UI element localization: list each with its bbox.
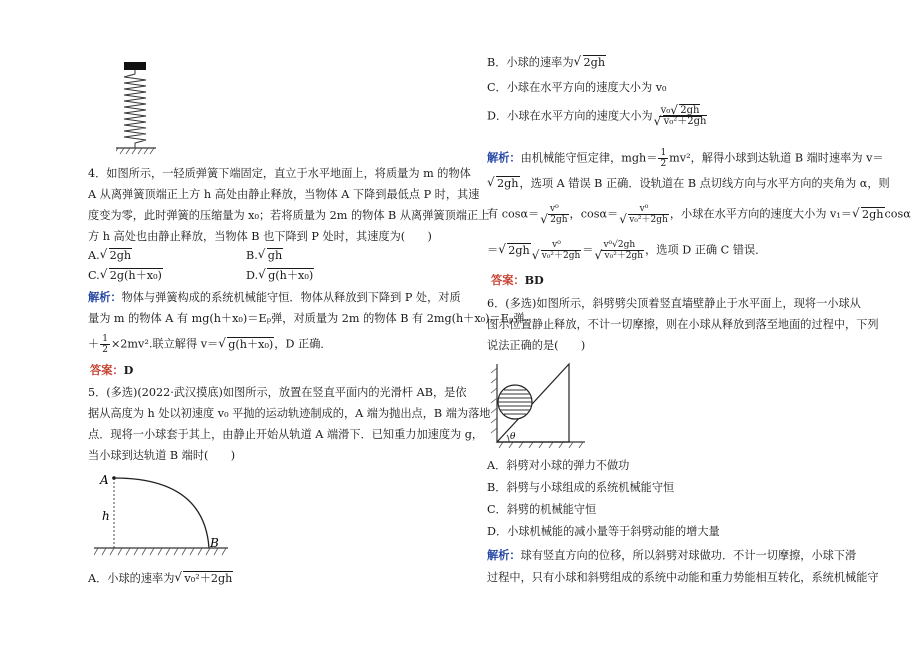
q4-analysis-3-rad: g(h＋x₀) — [228, 337, 274, 351]
q5-option-d-den-rad: v₀²＋2gh — [663, 116, 707, 127]
q5-analysis-4-eq: ＝ — [582, 243, 594, 257]
q5-analysis-1-pre: 由机械能守恒定律，mgh＝ — [520, 151, 658, 165]
q5-answer-value: BD — [524, 273, 544, 287]
q5-option-d-prefix: D．小球在水平方向的速度大小为 — [487, 109, 653, 123]
q5-analysis-label: 解析： — [487, 150, 521, 165]
q5-analysis-2-post: ，选项 A 错误 B 正确．设轨道在 B 点切线方向与水平方向的夹角为 α，则 — [519, 177, 890, 190]
q6-analysis-text-1: 球有竖直方向的位移，所以斜劈对球做功．不计一切摩擦，小球下滑 — [520, 549, 857, 562]
q4-answer — [90, 363, 133, 378]
q5-analysis-line-1 — [487, 148, 884, 169]
q5-analysis-1-den: 2 — [660, 159, 667, 169]
q6-line-1: 6．(多选)如图所示，斜劈劈尖顶着竖直墙壁静止于水平面上，现将一小球从 — [487, 297, 861, 310]
q5-analysis-line-2 — [487, 176, 890, 191]
q6-option-b: B．斜劈与小球组成的系统机械能守恒 — [487, 481, 675, 494]
q5-option-a-prefix: A．小球的速率为 — [88, 572, 175, 585]
q5-analysis-1-fraction — [658, 148, 668, 169]
parabola-ground-hatch — [94, 548, 226, 555]
q5-analysis-3-pre: 有 cosα＝ — [487, 207, 540, 221]
q4-line-2: A 从离弹簧顶端正上方 h 高处由静止释放，当物体 A 下降到最低点 P 时，其速 — [88, 188, 480, 201]
q5-answer — [491, 273, 544, 288]
point-b-label: B — [210, 536, 219, 550]
q5-analysis-4-frac-2 — [595, 240, 645, 261]
q5-analysis-4-pre: ＝ — [487, 243, 499, 257]
q5-analysis-3-end: cosα — [884, 207, 911, 221]
q5-analysis-1-num: 1 — [660, 148, 667, 158]
q4-half-den: 2 — [102, 345, 108, 355]
q4-analysis-line-2: 量为 m 的物体 A 有 mg(h＋x₀)＝Eₚ弹，对质量为 2m 的物体 B 有 2mg(h＋x₀)＝Eₚ弹 — [88, 312, 525, 325]
q6-option-a: A．斜劈对小球的弹力不做功 — [487, 459, 630, 472]
q5-analysis-4-rad: 2gh — [508, 243, 530, 257]
q4-option-a-rad: 2gh — [109, 249, 132, 262]
q5-analysis-3-f1-num: v⁰ — [550, 204, 559, 214]
spring-figure — [116, 60, 156, 160]
q4-line-1: 4．如图所示，一轻质弹簧下端固定，直立于水平地面上，将质量为 m 的物体 — [88, 167, 471, 180]
q5-option-c: C．小球在水平方向的速度大小为 v₀ — [487, 81, 667, 94]
q5-analysis-3-f1-den: 2gh — [550, 215, 568, 225]
q4-line-3: 度变为零，此时弹簧的压缩量为 x₀；若将质量为 2m 的物体 B 从离弹簧顶端正上 — [88, 209, 490, 222]
q4-option-a-prefix: A. — [88, 249, 100, 262]
q5-analysis-4-f1-den: v₀²＋2gh — [541, 251, 581, 261]
q5-analysis-3-f2-den: v₀²＋2gh — [629, 215, 668, 225]
q4-analysis-3-post: ，D 正确． — [274, 337, 332, 351]
spring-block — [124, 62, 146, 70]
q5-option-d-num-rad: 2gh — [680, 105, 700, 116]
q5-line-2: 据从高度为 h 处以初速度 v₀ 平抛的运动轨迹制成的，A 端为抛出点，B 端为落地 — [88, 407, 491, 420]
q5-option-d-num-pre: v₀ — [660, 105, 671, 116]
q4-option-d-rad: g(h＋x₀) — [268, 269, 314, 282]
angle-arc — [507, 435, 509, 442]
q4-option-c-rad: 2g(h＋x₀) — [109, 269, 162, 282]
q5-option-a-rad: v₀²＋2gh — [184, 572, 233, 585]
q4-analysis-text-1: 物体与弹簧构成的系统机械能守恒．物体从释放到下降到 P 处，对质 — [121, 291, 461, 304]
q5-option-d-fraction — [654, 106, 708, 127]
q4-option-d — [246, 268, 314, 283]
spring-ground-hatch — [116, 148, 154, 154]
spring-coil — [124, 70, 146, 148]
parabolic-rod — [114, 478, 209, 548]
q4-option-b — [246, 248, 283, 263]
floor-hatch — [499, 442, 583, 448]
q5-option-b-rad: 2gh — [583, 56, 606, 69]
q4-option-c-prefix: C. — [88, 269, 100, 282]
q4-option-b-prefix: B. — [246, 249, 258, 262]
ball-hatch — [498, 390, 532, 414]
q5-option-a — [88, 571, 233, 586]
q4-analysis-label: 解析： — [88, 290, 122, 304]
q4-answer-value: D — [123, 363, 134, 377]
q4-line-4: 方 h 高处也由静止释放，当物体 B 也下降到 P 处时，其速度为( ) — [88, 230, 432, 243]
q4-analysis-line-1 — [88, 290, 461, 305]
q6-line-2: 图示位置静止释放，不计一切摩擦，则在小球从释放到落至地面的过程中，下列 — [487, 318, 879, 331]
q5-option-b-prefix: B．小球的速率为 — [487, 56, 574, 69]
q5-line-3: 点．现将一小球套于其上，由静止开始从轨道 A 端滑下．已知重力加速度为 g， — [88, 428, 484, 441]
q4-option-c — [88, 268, 163, 283]
q5-option-b — [487, 55, 606, 70]
q4-half-fraction — [100, 334, 110, 355]
q6-option-c: C．斜劈的机械能守恒 — [487, 503, 597, 516]
q4-option-a — [88, 248, 132, 263]
q5-analysis-3-f2-num: v⁰ — [639, 204, 649, 214]
q5-analysis-line-4 — [487, 240, 766, 261]
q5-option-d — [487, 106, 708, 127]
q5-answer-label: 答案： — [491, 273, 525, 287]
q4-analysis-3-mid: ×2mv².联立解得 v＝ — [110, 337, 219, 351]
q5-analysis-line-3 — [487, 204, 911, 225]
q4-option-b-rad: gh — [267, 249, 283, 262]
q5-analysis-4-f2-num: v⁰√2gh — [603, 240, 636, 250]
height-h-label: h — [102, 509, 110, 523]
q4-option-d-prefix: D. — [246, 269, 259, 282]
q5-analysis-3-mid: ，cosα＝ — [569, 207, 619, 221]
q5-analysis-4-f2-den: v₀²＋2gh — [604, 251, 644, 261]
q5-analysis-1-post: mv²，解得小球到达轨道 B 端时速率为 v＝ — [669, 151, 884, 165]
q6-option-d: D．小球机械能的减小量等于斜劈动能的增大量 — [487, 525, 720, 538]
q5-analysis-3-frac-1 — [540, 204, 568, 225]
q5-analysis-3-frac-2 — [619, 204, 669, 225]
q4-analysis-line-3 — [88, 334, 332, 355]
parabola-figure — [94, 470, 234, 560]
point-a-label: A — [100, 473, 109, 487]
q6-line-3: 说法正确的是( ) — [487, 339, 586, 352]
q6-analysis-line-1 — [487, 548, 856, 563]
q5-analysis-3-rad: 2gh — [862, 207, 884, 221]
angle-theta-label: θ — [510, 432, 516, 442]
q6-analysis-line-2: 过程中，只有小球和斜劈组成的系统中动能和重力势能相互转化，系统机械能守 — [487, 571, 879, 584]
wall-hatch — [491, 368, 497, 433]
wedge-figure — [489, 362, 589, 452]
q5-analysis-3-post: ，小球在水平方向的速度大小为 v₁＝ — [669, 207, 852, 221]
q4-half-num: 1 — [102, 334, 108, 344]
q5-line-1: 5．(多选)(2022·武汉摸底)如图所示，放置在竖直平面内的光滑杆 AB，是依 — [88, 386, 467, 399]
q5-analysis-4-frac-1 — [532, 240, 582, 261]
q4-answer-label: 答案： — [90, 363, 124, 377]
q5-analysis-4-f1-num: v⁰ — [552, 240, 561, 250]
q5-analysis-2-rad: 2gh — [497, 177, 519, 190]
q6-analysis-label: 解析： — [487, 548, 521, 562]
q5-analysis-4-post: ，选项 D 正确 C 错误． — [645, 243, 767, 257]
q4-analysis-3-pre: ＋ — [88, 337, 100, 351]
q5-line-4: 当小球到达轨道 B 端时( ) — [88, 449, 236, 462]
